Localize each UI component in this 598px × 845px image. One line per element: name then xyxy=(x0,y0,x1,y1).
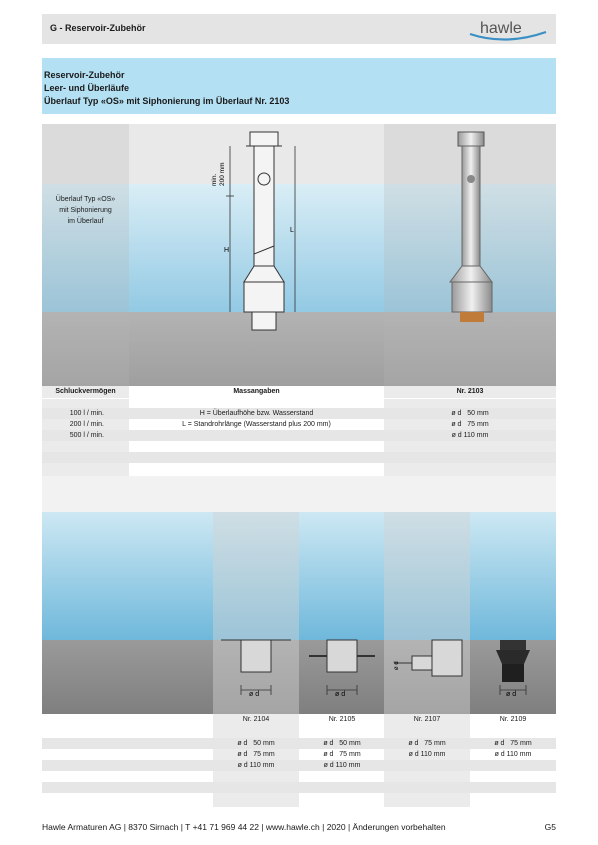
drawing-label-min-value: 200 mm xyxy=(219,162,226,186)
section-title: G - Reservoir-Zubehör xyxy=(50,23,146,33)
drawing-label-h: H xyxy=(224,247,230,254)
overflow-technical-drawing xyxy=(200,126,310,336)
size-cell: ø d 110 mm xyxy=(237,762,275,769)
article-2107: Nr. 2107 xyxy=(413,716,441,723)
size-cell: ø d 50 mm xyxy=(237,740,275,747)
dimension-cell: L = Standrohrlänge (Wasserstand plus 200 mm) xyxy=(182,421,331,428)
dim-label: ø d xyxy=(506,691,517,698)
hawle-logo xyxy=(466,16,550,42)
size-cell: ø d 50 mm xyxy=(323,740,361,747)
size-cell: ø d 110 mm xyxy=(323,762,361,769)
svg-text:hawle: hawle xyxy=(480,20,522,37)
size-cell: ø d 75 mm xyxy=(323,751,361,758)
drawing-2105 xyxy=(299,630,385,700)
section1-side-label xyxy=(42,194,129,227)
footer-text: Hawle Armaturen AG | 8370 Sirnach | T +41 71 969 44 22 | www.hawle.ch | 2020 | Änderungen vorbehalten xyxy=(42,822,446,832)
capacity-cell: 200 l / min. xyxy=(69,421,104,428)
article-2104: Nr. 2104 xyxy=(242,716,270,723)
row-stripe xyxy=(42,452,556,463)
side-label-line: im Überlauf xyxy=(67,218,104,225)
section2-sky xyxy=(42,512,556,640)
dim-label: ø d xyxy=(335,691,346,698)
article-2109: Nr. 2109 xyxy=(499,716,527,723)
size-cell: ø d 50 mm xyxy=(451,410,489,417)
divider xyxy=(42,398,556,399)
overflow-product-photo xyxy=(440,126,500,336)
header-dimensions: Massangaben xyxy=(233,388,280,395)
size-cell: ø d 110 mm xyxy=(451,432,489,439)
size-cell: ø d 75 mm xyxy=(451,421,489,428)
article-2105: Nr. 2105 xyxy=(328,716,356,723)
size-cell: ø d 75 mm xyxy=(237,751,275,758)
title-block xyxy=(42,58,556,114)
title-line-3: Überlauf Typ «OS» mit Siphonierung im Überlauf Nr. 2103 xyxy=(44,96,290,106)
header-capacity: Schluckvermögen xyxy=(55,388,116,395)
capacity-cell: 500 l / min. xyxy=(69,432,104,439)
dim-label: ø d xyxy=(249,691,260,698)
size-cell: ø d 110 mm xyxy=(408,751,446,758)
drawing-2104 xyxy=(213,630,299,700)
size-cell: ø d 75 mm xyxy=(494,740,532,747)
side-label-line: mit Siphonierung xyxy=(59,207,112,214)
capacity-cell: 100 l / min. xyxy=(69,410,104,417)
row-stripe xyxy=(42,782,556,793)
drawing-label-min: min. xyxy=(211,173,218,186)
header-article-2103: Nr. 2103 xyxy=(456,388,484,395)
page-number: G5 xyxy=(544,822,556,832)
title-line-1: Reservoir-Zubehör xyxy=(44,70,125,80)
size-cell: ø d 75 mm xyxy=(408,740,446,747)
page-header xyxy=(42,14,556,44)
title-line-2: Leer- und Überläufe xyxy=(44,83,130,93)
side-label-line: Überlauf Typ «OS» xyxy=(55,196,116,203)
dim-label: ø d xyxy=(394,661,400,670)
drawing-2109 xyxy=(470,630,556,700)
drawing-cap xyxy=(250,132,278,146)
section-spacer xyxy=(42,476,556,512)
drawing-2107 xyxy=(384,630,470,700)
dimension-cell: H = Überlaufhöhe bzw. Wasserstand xyxy=(199,410,314,417)
drawing-label-l: L xyxy=(290,227,294,234)
size-cell: ø d 110 mm xyxy=(494,751,532,758)
